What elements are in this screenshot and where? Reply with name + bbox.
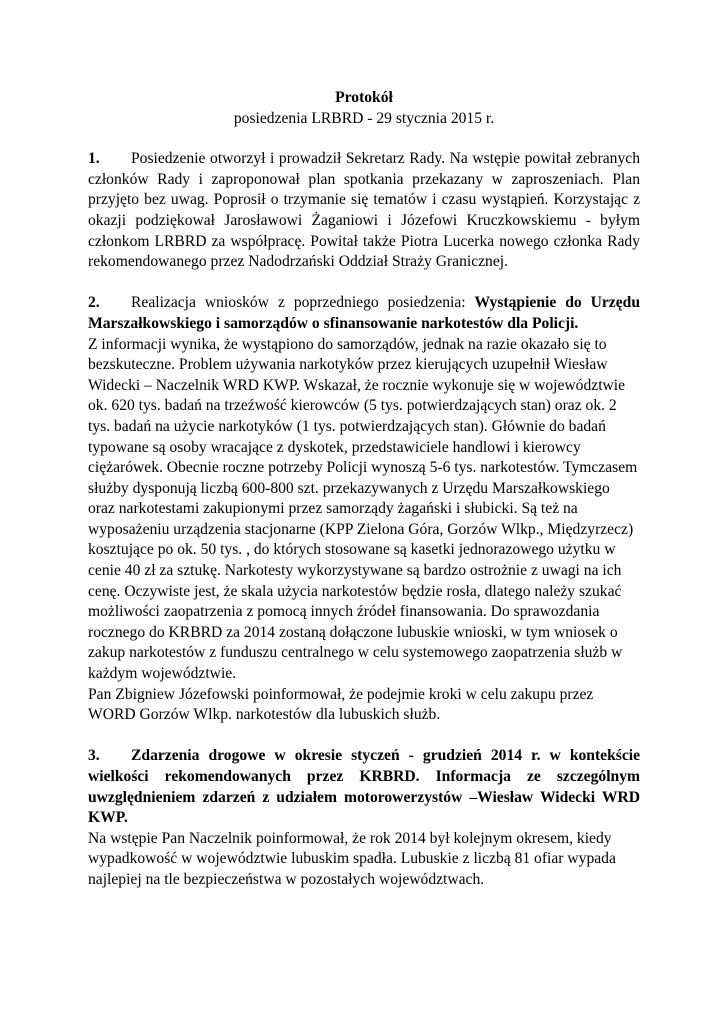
section-1-number: 1. [88,150,100,168]
section-3-header [88,746,640,828]
section-2-followup: Pan Zbigniew Józefowski poinformował, że podejmie kroki w celu zakupu przez WORD Gorzów Wlkp. narkotestów dla lubuskich służb. [88,685,594,724]
section-1-text: Posiedzenie otworzył i prowadził Sekretarz Rady. Na wstępie powitał zebranych członków Rady i zaproponował plan spotkania przekazany w zaproszeniach. Plan przyjęto bez uwag. Poprosił o trzymanie się tematów i czasu wystąpień. Korzystając z okazji podziękował Jarosławowi Żaganiowi i Józefowi Kruczkowskiemu - byłym członkom LRBRD za współpracę. Powitał także Piotra Lucerka nowego członka Rady rekomendowanego przez Nadodrzański Oddział Straży Granicznej. [88,150,640,271]
spacer [88,273,640,294]
section-3-heading: Zdarzenia drogowe w okresie styczeń - grudzień 2014 r. w kontekście wielkości rekomendowanych przez KRBRD. Informacja ze szczególnym uwzględnieniem zdarzeń z udziałem motorowerzystów –Wiesław Widecki WRD KWP. [88,747,640,827]
section-3-body: Na wstępie Pan Naczelnik poinformował, że rok 2014 był kolejnym okresem, kiedy wypadkowość w województwie lubuskim spadła. Lubuskie z liczbą 81 ofiar wypada najlepiej na tle bezpieczeństwa w pozostałych województwach. [88,829,616,888]
section-2-number: 2. [88,294,100,312]
spacer [88,726,640,747]
document-page [88,88,640,891]
section-2-heading: Wystąpienie do Urzędu Marszałkowskiego i samorządów o sfinansowanie narkotestów dla Policji. [88,294,640,332]
section-2-intro: Realizacja wniosków z poprzedniego posiedzenia: [131,294,475,312]
section-1 [88,149,640,273]
section-2-header [88,293,640,334]
document-subtitle: posiedzenia LRBRD - 29 stycznia 2015 r. [233,109,495,127]
section-2-body: Z informacji wynika, że wystąpiono do samorządów, jednak na razie okazało się to bezskuteczne. Problem używania narkotyków przez kierujących uzupełnił Wiesław Widecki – Naczelnik WRD KWP. Wskazał, że rocznie wykonuje się w województwie ok. 620 tys. badań na trzeźwość kierowców (5 tys. potwierdzających stan) oraz ok. 2 tys. badań na użycie narkotyków (1 tys. potwierdzających stan). Głównie do badań typowane są osoby wracające z dyskotek, przedstawiciele handlowi i kierowcy ciężarówek. Obecnie roczne potrzeby Policji wynoszą 5-6 tys. narkotestów. Tymczasem służby dysponują liczbą 600-800 szt. przekazywanych z Urzędu Marszałkowskiego oraz narkotestami zakupionymi przez samorządy żagański i słubicki. Są też na wyposażeniu urządzenia stacjonarne (KPP Zielona Góra, Gorzów Wlkp., Międzyrzecz) kosztujące po ok. 50 tys. , do których stosowane są kasetki jednorazowego użytku w cenie 40 zł za sztukę. Narkotesty wykorzystywane są bardzo ostrożnie z uwagi na ich cenę. Oczywiste jest, że skala użycia narkotestów będzie rosła, dlatego należy szukać możliwości zaopatrzenia z pomocą innych źródeł finansowania. Do sprawozdania rocznego do KRBRD za 2014 zostaną dołączone lubuskie wnioski, w tym wniosek o zakup narkotestów z funduszu centralnego w celu systemowego zaopatrzenia służb w każdym województwie. [88,335,638,683]
section-3-number: 3. [88,747,100,765]
document-title: Protokół [335,89,393,106]
